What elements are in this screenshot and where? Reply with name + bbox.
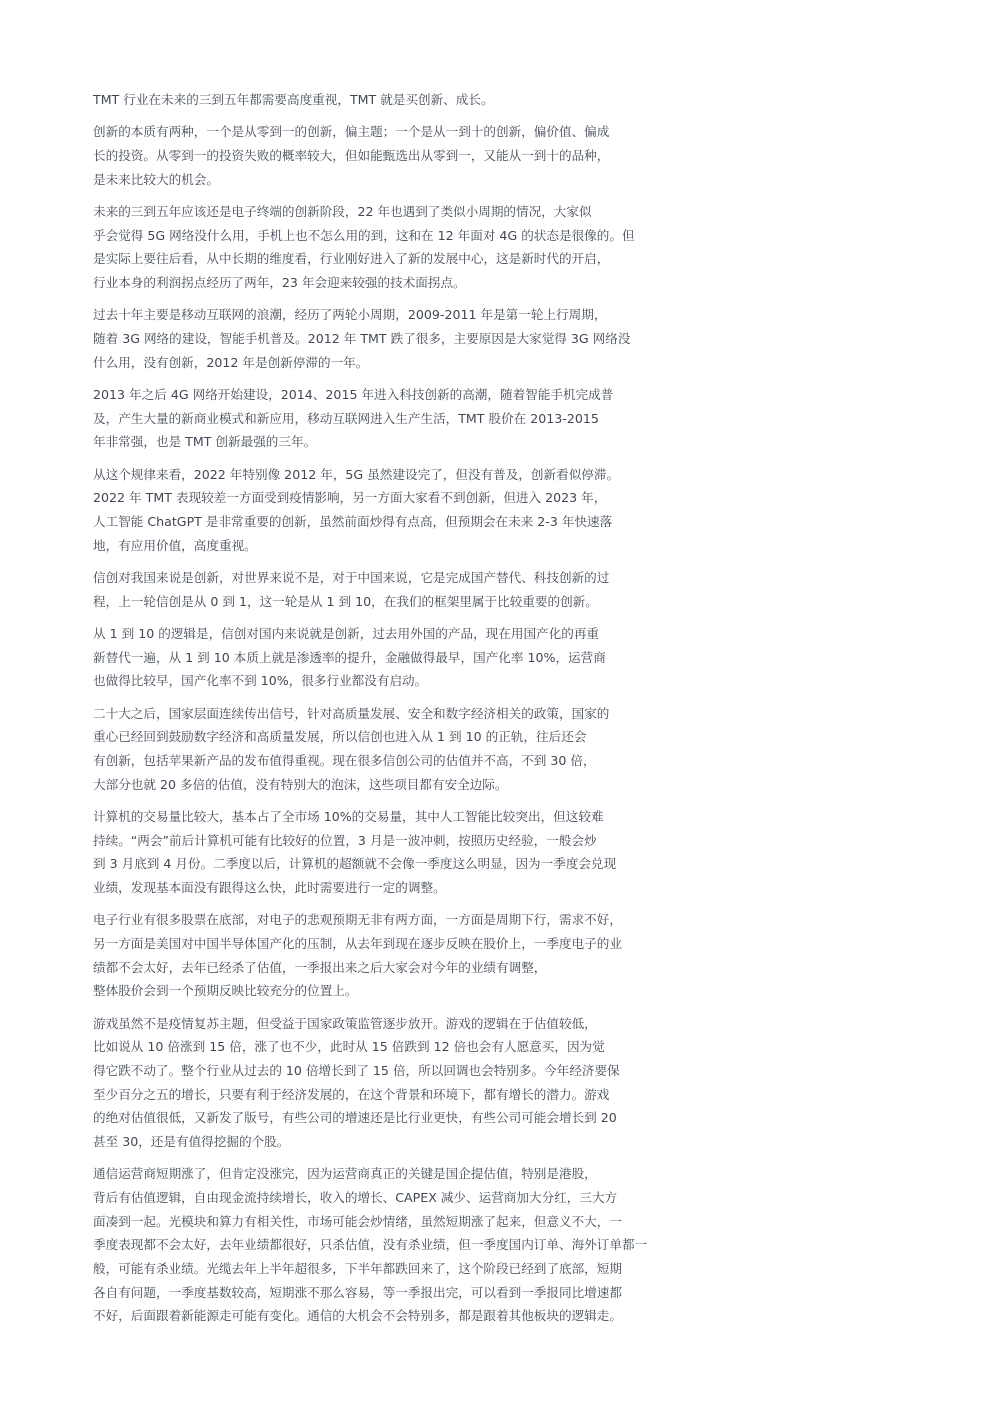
paragraph-xinchuang-innovation — [93, 566, 683, 613]
text-line: 至少百分之五的增长，只要有利于经济发展的，在这个背景和环境下，都有增长的潜力。游戏 — [93, 1086, 610, 1102]
text-line: 2013 年之后 4G 网络开始建设，2014、2015 年进入科技创新的高潮，随着智能手机完成普 — [93, 386, 614, 402]
paragraph-mobile-internet-history — [93, 303, 683, 374]
text-line: 甚至 30，还是有值得挖掘的个股。 — [93, 1134, 290, 1150]
text-line: 大部分也就 20 多倍的估值，没有特别大的泡沫，这些项目都有安全边际。 — [93, 776, 508, 792]
text-line: 2022 年 TMT 表现较差一方面受到疫情影响，另一方面大家看不到创新，但进入 2023 年， — [93, 490, 607, 506]
text-line: 乎会觉得 5G 网络没什么用，手机上也不怎么用的到，这和在 12 年面对 4G 的状态是很像的。但 — [93, 227, 635, 243]
paragraph-computer-trading — [93, 805, 683, 900]
text-line: 长的投资。从零到一的投资失败的概率较大，但如能甄选出从零到一，又能从一到十的品种， — [93, 147, 610, 163]
text-line: 随着 3G 网络的建设，智能手机普及。2012 年 TMT 跌了很多，主要原因是大家觉得 3G 网络没 — [93, 330, 631, 346]
text-line: 新替代一遍，从 1 到 10 本质上就是渗透率的提升，金融做得最早，国产化率 10%，运营商 — [93, 649, 606, 665]
paragraph-gaming-sector — [93, 1012, 683, 1154]
document-body — [93, 88, 683, 1337]
text-line: 未来的三到五年应该还是电子终端的创新阶段，22 年也遇到了类似小周期的情况，大家似 — [93, 203, 592, 219]
text-line: 背后有估值逻辑，自由现金流持续增长，收入的增长、CAPEX 减少、运营商加大分红，三大方 — [93, 1190, 618, 1205]
text-line: 创新的本质有两种，一个是从零到一的创新，偏主题；一个是从一到十的创新，偏价值、偏成 — [93, 124, 610, 140]
paragraph-electronics-outlook — [93, 200, 683, 295]
paragraph-innovation-types — [93, 120, 683, 191]
text-line: 二十大之后，国家层面连续传出信号，针对高质量发展、安全和数字经济相关的政策，国家的 — [93, 705, 610, 721]
text-line: 整体股价会到一个预期反映比较充分的位置上。 — [93, 983, 358, 999]
text-line: 季度表现都不会太好，去年业绩都很好，只杀估值，没有杀业绩，但一季度国内订单、海外订单都一 — [93, 1237, 648, 1253]
text-line: 是实际上要往后看，从中长期的维度看，行业刚好进入了新的发展中心，这是新时代的开启， — [93, 251, 610, 267]
paragraph-telecom-sector — [93, 1162, 683, 1328]
paragraph-1-to-10-logic — [93, 622, 683, 693]
text-line: 从这个规律来看，2022 年特别像 2012 年，5G 虽然建设完了，但没有普及，创新看似停滞。 — [93, 466, 620, 482]
text-line: 及，产生大量的新商业模式和新应用，移动互联网进入生产生活，TMT 股价在 2013-2015 — [93, 410, 599, 426]
text-line: 业绩，发现基本面没有跟得这么快，此时需要进行一定的调整。 — [93, 879, 446, 895]
text-line: 从 1 到 10 的逻辑是，信创对国内来说就是创新，过去用外国的产品，现在用国产化的再重 — [93, 625, 600, 641]
text-line: 年非常强，也是 TMT 创新最强的三年。 — [93, 434, 317, 450]
text-line: 面凑到一起。光模块和算力有相关性，市场可能会炒情绪，虽然短期涨了起来，但意义不大，一 — [93, 1213, 622, 1229]
text-line: 什么用，没有创新，2012 年是创新停滞的一年。 — [93, 354, 369, 370]
paragraph-policy-signals — [93, 702, 683, 797]
text-line: 绩都不会太好，去年已经杀了估值，一季报出来之后大家会对今年的业绩有调整， — [93, 959, 547, 975]
text-line: 人工智能 ChatGPT 是非常重要的创新，虽然前面炒得有点高，但预期会在未来 2-3 年快速落 — [93, 513, 613, 529]
paragraph-2022-vs-2012 — [93, 463, 683, 558]
text-line: 电子行业有很多股票在底部，对电子的悲观预期无非有两方面，一方面是周期下行，需求不好， — [93, 912, 622, 928]
text-line: 另一方面是美国对中国半导体国产化的压制，从去年到现在逐步反映在股价上，一季度电子的业 — [93, 935, 622, 951]
paragraph-electronics-sector — [93, 908, 683, 1003]
text-line: 重心已经回到鼓励数字经济和高质量发展，所以信创也进入从 1 到 10 的正轨，往后还会 — [93, 729, 587, 745]
text-line: 通信运营商短期涨了，但肯定没涨完，因为运营商真正的关键是国企提估值，特别是港股， — [93, 1166, 597, 1182]
paragraph-tmt-intro — [93, 88, 683, 112]
text-line: 不好，后面跟着新能源走可能有变化。通信的大机会不会特别多，都是跟着其他板块的逻辑走。 — [93, 1308, 622, 1324]
paragraph-4g-era — [93, 383, 683, 454]
text-line: 计算机的交易量比较大，基本占了全市场 10%的交易量，其中人工智能比较突出，但这较难 — [93, 808, 604, 824]
text-line: 比如说从 10 倍涨到 15 倍，涨了也不少，此时从 15 倍跌到 12 倍也会有人愿意买，因为觉 — [93, 1039, 605, 1055]
text-line: 地，有应用价值，高度重视。 — [93, 537, 257, 553]
text-line: 持续。“两会”前后计算机可能有比较好的位置，3 月是一波冲刺，按照历史经验，一般会炒 — [93, 832, 597, 848]
text-line: 到 3 月底到 4 月份。二季度以后，计算机的超额就不会像一季度这么明显，因为一季度会兑现 — [93, 856, 617, 872]
text-line: 行业本身的利润拐点经历了两年，23 年会迎来较强的技术面拐点。 — [93, 275, 466, 290]
text-line: TMT 行业在未来的三到五年都需要高度重视，TMT 就是买创新、成长。 — [93, 92, 494, 107]
text-line: 过去十年主要是移动互联网的浪潮，经历了两轮小周期，2009-2011 年是第一轮上行周期， — [93, 307, 607, 323]
text-line: 是未来比较大的机会。 — [93, 171, 219, 187]
text-line: 程，上一轮信创是从 0 到 1，这一轮是从 1 到 10，在我们的框架里属于比较重要的创新。 — [93, 593, 598, 609]
text-line: 也做得比较早，国产化率不到 10%，很多行业都没有启动。 — [93, 673, 428, 689]
text-line: 各自有问题，一季度基数较高，短期涨不那么容易，等一季报出完，可以看到一季报同比增速都 — [93, 1284, 622, 1300]
text-line: 般，可能有杀业绩。光缆去年上半年超很多，下半年都跌回来了，这个阶段已经到了底部，短期 — [93, 1261, 622, 1277]
text-line: 游戏虽然不是疫情复苏主题，但受益于国家政策监管逐步放开。游戏的逻辑在于估值较低， — [93, 1015, 597, 1031]
text-line: 有创新，包括苹果新产品的发布值得重视。现在很多信创公司的估值并不高，不到 30 倍， — [93, 752, 596, 768]
text-line: 的绝对估值很低，又新发了版号，有些公司的增速还是比行业更快，有些公司可能会增长到 20 — [93, 1110, 617, 1126]
text-line: 得它跌不动了。整个行业从过去的 10 倍增长到了 15 倍，所以回调也会特别多。今年经济要保 — [93, 1062, 620, 1078]
text-line: 信创对我国来说是创新，对世界来说不是，对于中国来说，它是完成国产替代、科技创新的过 — [93, 569, 610, 585]
